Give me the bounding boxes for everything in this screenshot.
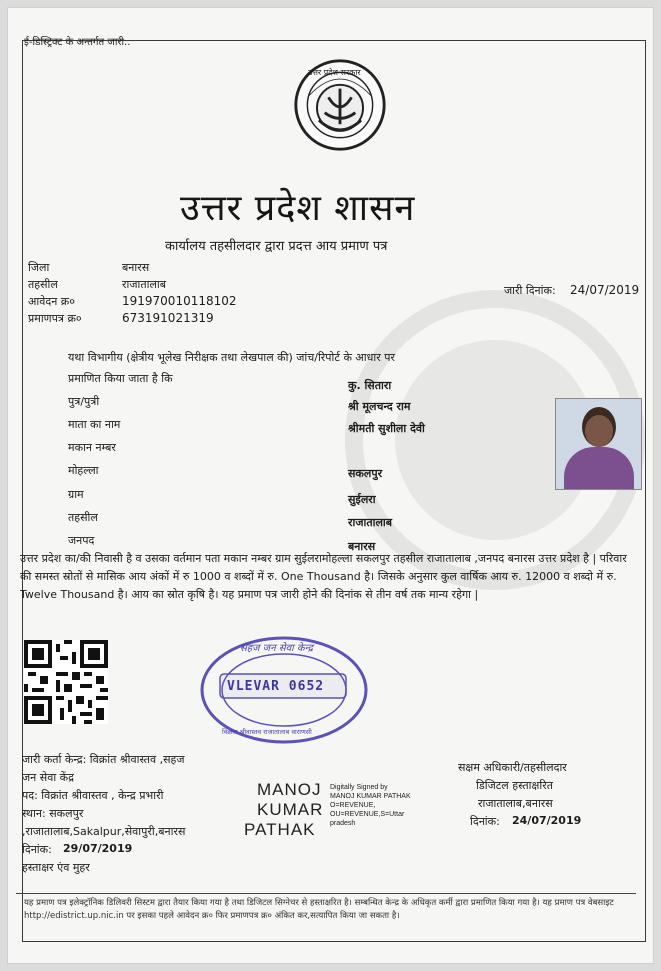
district-label: जिला [28,261,50,274]
authority-date-label: दिनांक: [470,815,500,828]
issuer-line-5: ,राजातालाब,Sakalpur,सेवापुरी,बनारस [22,825,186,838]
issuer-line-4: स्थान: सकलपुर [22,807,84,820]
signature-name-line-1: MANOJ [257,780,322,799]
field-value-parent: श्री मूलचन्द राम [348,400,411,413]
authority-date-value: 24/07/2019 [512,814,582,827]
application-number: 191970010118102 [122,294,237,308]
application-label: आवेदन क्र० [28,295,75,308]
issue-date-value: 24/07/2019 [570,283,640,297]
page-title: उत्तर प्रदेश शासन [180,188,416,229]
certificate-paragraph: उत्तर प्रदेश का/की निवासी है व उसका वर्तमान पता मकान नम्बर ग्राम सुईलरामोहल्ला सकलपुर तहसील राजातालाब ,जनपद बनारस उत्तर प्रदेश है | परिवार की समस्त स्रोतों से मासिक आय अंकों में रु 1000 व शब्दों में रु. One Thousand है। जिसके अनुसार कुल वार्षिक आय रु. 12000 व शब्दो में रु. Twelve Thousand है। आय का स्रोत कृषि है। यह प्रमाण पत्र जारी होने की दिनांक से तीन वर्ष तक मान्य रहेगा | [20,552,627,601]
certificate-number: 673191021319 [122,311,214,325]
applicant-name: कु. सितारा [348,379,392,392]
district-value: बनारस [122,261,150,274]
field-label-district: जनपद [68,534,95,547]
field-value-tehsil: राजातालाब [348,516,393,529]
footer-divider [16,893,636,894]
digital-signature-name [244,780,323,840]
signature-name-line-3: PATHAK [244,820,316,839]
intro-line-2: प्रमाणित किया जाता है कि [68,372,173,385]
emblem-text: उत्तर प्रदेश सरकार [308,68,361,77]
footer-note: यह प्रमाण पत्र इलेक्ट्रॉनिक डिलिवरी सिस्टम द्वारा तैयार किया गया है तथा डिजिटल सिग्नेचर से हस्ताक्षरित है। सम्बन्धित केन्द्र के अधिकृत कर्मी द्वारा प्रमाणित किया गया है। यह प्रमाण पत्र वेबसाइट http://edistrict.up.nic.in पर इसका पहले आवेदन क्र० फिर प्रमाणपत्र क्र० अंकित कर,सत्यापित किया जा सकता है। [24,898,614,921]
signature-name-line-2: KUMAR [257,800,324,819]
stamp-code: VLEVAR 0652 [227,679,325,694]
field-value-mohalla: सकलपुर [348,467,383,480]
field-value-mother: श्रीमती सुशीला देवी [348,422,425,435]
field-label-parent: पुत्र/पुत्री [68,395,100,408]
field-label-tehsil: तहसील [68,511,98,524]
issuer-line-3: पद: विक्रांत श्रीवास्तव , केन्द्र प्रभारी [22,789,164,802]
digital-signature-meta: Digitally Signed by MANOJ KUMAR PATHAK O=REVENUE, OU=REVENUE,S=Uttar pradesh [330,784,411,827]
authority-line-1: सक्षम अधिकारी/तहसीलदार [458,761,567,774]
issue-date-label: जारी दिनांक: [504,284,556,297]
authority-line-3: राजातालाब,बनारस [478,797,553,810]
field-label-house-number: मकान नम्बर [68,441,116,454]
issuer-line-2: जन सेवा केंद्र [22,771,74,784]
issuer-date-value: 29/07/2019 [63,842,133,855]
field-value-village: सुईलरा [348,493,376,506]
stamp-top-text: सहज जन सेवा केन्द्र [240,643,313,654]
certificate-label: प्रमाणपत्र क्र० [28,312,82,325]
stamp-bottom-text: विक्रांत श्रीवास्तव राजातालाब वाराणसी [222,728,312,736]
header-note: ई-डिस्ट्रिक्ट के अन्तर्गत जारी.. [24,37,131,48]
authority-line-2: डिजिटल हस्ताक्षरित [476,779,553,792]
issuer-line-1: जारी कर्ता केन्द्र: विक्रांत श्रीवास्तव ,सहज [22,753,185,766]
field-label-mother: माता का नाम [68,418,121,431]
field-value-district: बनारस [348,540,376,553]
tehsil-label: तहसील [28,278,58,291]
qr-code [24,640,108,724]
field-label-mohalla: मोहल्ला [68,464,99,477]
field-label-village: ग्राम [68,488,84,501]
certificate-subtitle: कार्यालय तहसीलदार द्वारा प्रदत्त आय प्रमाण पत्र [165,239,388,254]
applicant-photo [555,398,642,490]
issuer-sign-label: हस्ताक्षर एंव मुहर [22,861,90,874]
issuer-date-label: दिनांक: [22,843,52,856]
tehsil-value: राजातालाब [122,278,167,291]
intro-line-1: यथा विभागीय (क्षेत्रीय भूलेख निरीक्षक तथा लेखपाल की) जांच/रिपोर्ट के आधार पर [68,351,395,364]
